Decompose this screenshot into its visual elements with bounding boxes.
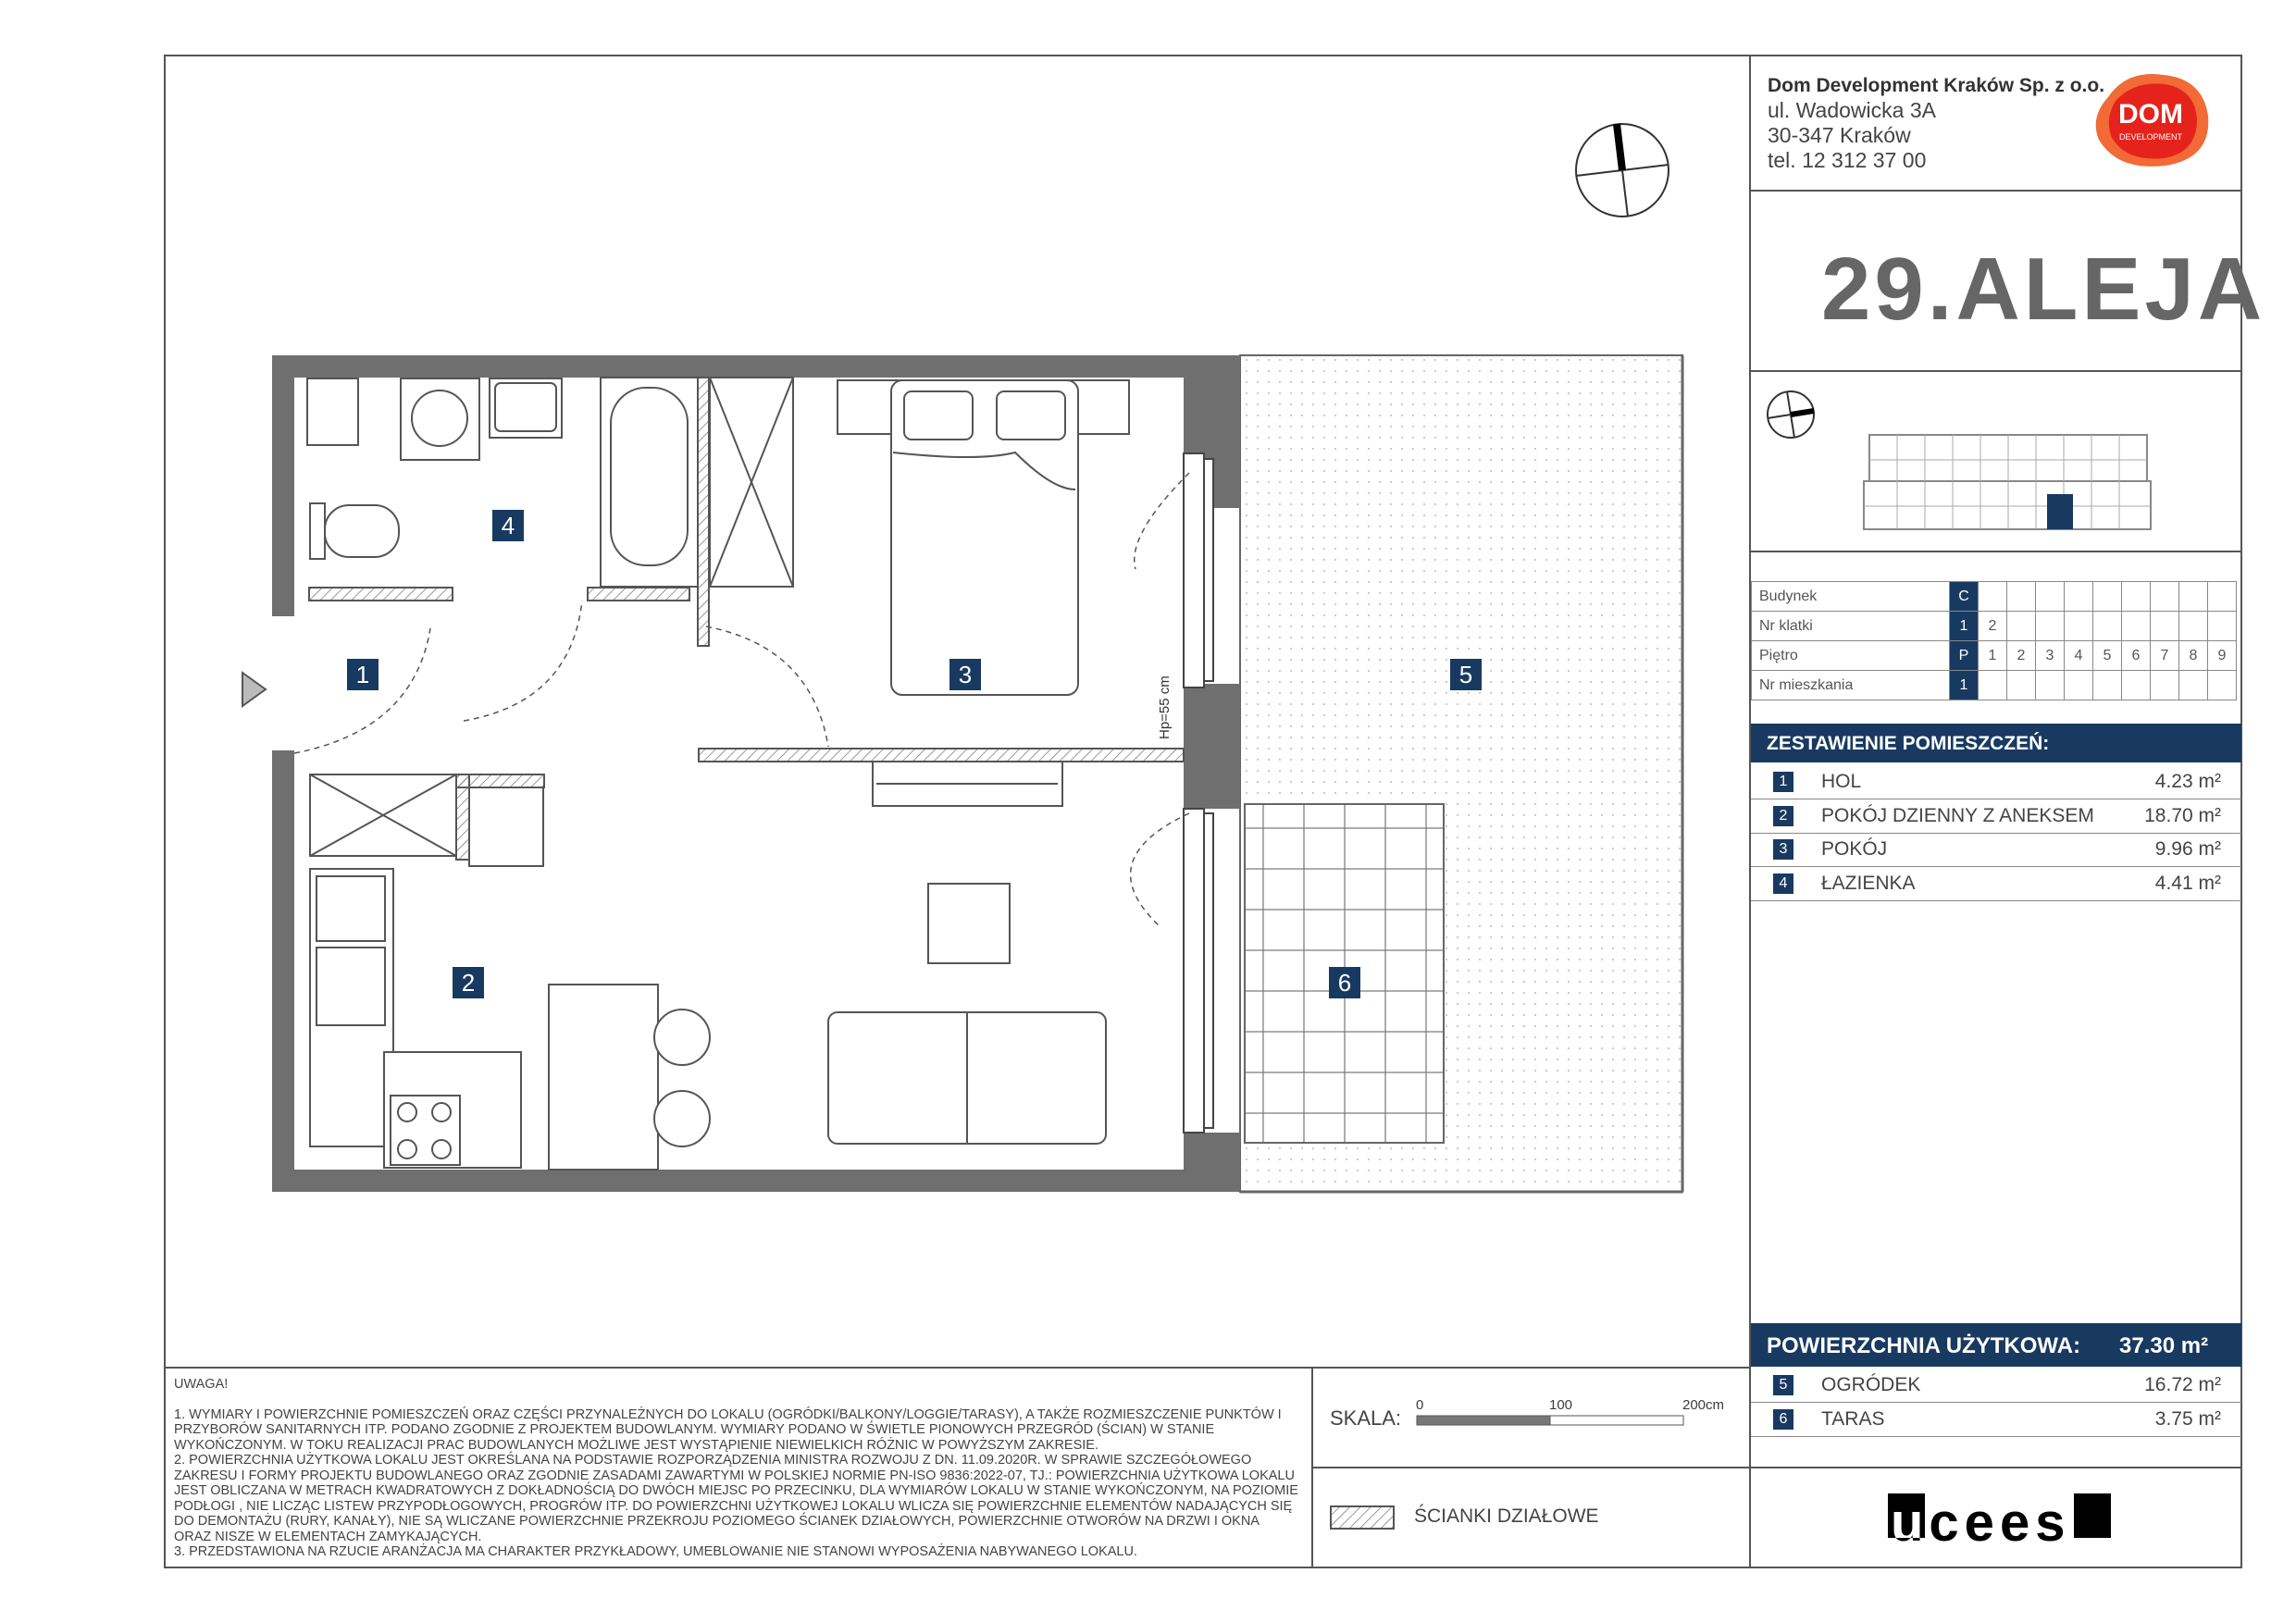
plan-label-bathroom: 4 — [492, 510, 524, 541]
building-info-empty-cell — [2179, 612, 2208, 641]
building-info-row — [1752, 612, 2237, 641]
logo-text-development: DEVELOPMENT — [2118, 132, 2183, 142]
building-info-empty-cell — [2151, 671, 2179, 700]
notes-text-3: 3. PRZEDSTAWIONA NA RZUCIE ARANŻACJA MA CHARAKTER PRZYKŁADOWY, UMEBLOWANIE NIE STANOWI WYPOSAŻENIA NABYWANEGO LOKALU. — [174, 1544, 1137, 1559]
usable-area-value: 37.30 m² — [2119, 1333, 2209, 1358]
building-info-cell: 2 — [1979, 612, 2007, 641]
extras-num: 5 — [1773, 1375, 1793, 1395]
building-info-label: Nr klatki — [1752, 612, 1950, 641]
ucees-logo — [1888, 1492, 2071, 1554]
rooms-header — [1751, 724, 2241, 762]
dom-development-logo — [2090, 69, 2212, 169]
extras-num: 6 — [1773, 1409, 1793, 1430]
building-info-cell: P — [1950, 641, 1979, 671]
building-info-cell: 1 — [1950, 612, 1979, 641]
window-height-label: Hp=55 cm — [1157, 675, 1173, 739]
rooms-area: 4.23 m² — [2154, 771, 2221, 792]
rooms-num: 3 — [1773, 839, 1793, 860]
usable-area-label: POWIERZCHNIA UŻYTKOWA: — [1767, 1333, 2081, 1358]
sidebar-line-4 — [1749, 1467, 2242, 1468]
building-info-cell: 1 — [1979, 641, 2007, 671]
rooms-title: ZESTAWIENIE POMIESZCZEŃ: — [1767, 733, 2050, 754]
building-info-row — [1752, 582, 2237, 612]
north-compass-icon — [1576, 124, 1669, 217]
building-info-empty-cell — [1979, 582, 2007, 612]
rooms-row — [1751, 765, 2241, 799]
plan-label-bedroom: 3 — [949, 659, 981, 690]
floor-plan — [164, 55, 1749, 1367]
extras-area: 3.75 m² — [2154, 1407, 2221, 1430]
building-info-cell: 5 — [2093, 641, 2122, 671]
building-info-empty-cell — [1979, 671, 2007, 700]
building-info-label: Piętro — [1752, 641, 1950, 671]
project-name: 29.ALEJA — [1821, 240, 2266, 339]
rooms-area: 4.41 m² — [2154, 872, 2221, 894]
entrance-arrow-icon — [242, 673, 266, 706]
sidebar-line-1 — [1749, 190, 2242, 192]
building-info-empty-cell — [2093, 612, 2122, 641]
rooms-area: 18.70 m² — [2144, 804, 2221, 826]
plan-label-living: 2 — [453, 967, 484, 998]
extras-name: TARAS — [1821, 1407, 1885, 1430]
ucees-logo-s-box — [2074, 1493, 2111, 1538]
sidebar-line-2 — [1749, 370, 2242, 372]
extras-name: OGRÓDEK — [1821, 1374, 1921, 1395]
building-info-empty-cell — [2208, 612, 2237, 641]
building-info-empty-cell — [2122, 671, 2151, 700]
usable-area-band — [1751, 1323, 2241, 1367]
building-info-empty-cell — [2065, 582, 2093, 612]
kitchen-living-furniture — [310, 774, 1106, 1170]
building-info-label: Nr mieszkania — [1752, 671, 1950, 700]
building-info-label: Budynek — [1752, 582, 1950, 612]
building-info-empty-cell — [2208, 671, 2237, 700]
building-info-empty-cell — [2065, 612, 2093, 641]
building-info-cell: 1 — [1950, 671, 1979, 700]
key-plan-highlight — [2047, 494, 2073, 529]
building-info-cell: 9 — [2208, 641, 2237, 671]
building-info-empty-cell — [2007, 671, 2036, 700]
rooms-row — [1751, 867, 2241, 901]
building-info-empty-cell — [2093, 671, 2122, 700]
building-info-empty-cell — [2122, 582, 2151, 612]
rooms-name: ŁAZIENKA — [1821, 872, 1916, 894]
notes-divider — [164, 1367, 1749, 1369]
rooms-name: POKÓJ — [1821, 838, 1888, 860]
logo-text-dom: DOM — [2118, 99, 2183, 130]
scale-legend-divider — [1311, 1467, 1749, 1468]
building-info-cell: C — [1950, 582, 1979, 612]
building-info-cell: 4 — [2065, 641, 2093, 671]
building-info-empty-cell — [2208, 582, 2237, 612]
building-info-row — [1752, 641, 2237, 671]
building-info-cell: 2 — [2007, 641, 2036, 671]
building-info-cell: 8 — [2179, 641, 2208, 671]
scale-tick-0: 0 — [1416, 1397, 1424, 1413]
rooms-name: POKÓJ DZIENNY Z ANEKSEM — [1821, 804, 2094, 826]
building-info-cell: 7 — [2151, 641, 2179, 671]
rooms-name: HOL — [1821, 771, 1862, 792]
plan-label-terrace: 6 — [1329, 967, 1360, 998]
building-info-empty-cell — [2065, 671, 2093, 700]
building-info-cell: 6 — [2122, 641, 2151, 671]
building-info-empty-cell — [2093, 582, 2122, 612]
plan-label-hall: 1 — [347, 659, 379, 690]
rooms-area: 9.96 m² — [2154, 838, 2221, 860]
building-info-empty-cell — [2151, 582, 2179, 612]
company-info — [1768, 72, 2104, 173]
building-info-empty-cell — [2007, 582, 2036, 612]
building-info-cell: 3 — [2036, 641, 2065, 671]
notes-text-1: 1. WYMIARY I POWIERZCHNIE POMIESZCZEŃ ORAZ CZĘŚCI PRZYNALEŻNYCH DO LOKALU (OGRÓDKI/BALKONY/LOGGIE/TARASY), A TAKŻE ROZMIESZCZENIE PUNKTÓW I PRZYBORÓW SANITARNYCH ITP. PODANO ZGODNIE Z PROJEKTEM BUDOWLANYM. WYMIARY PODANO W ŚWIETLE PIONOWYCH PRZEGRÓD (ŚCIAN) W STANIE WYKOŃCZONYM. W TOKU REALIZACJI PRAC BUDOWLANYCH MOŻLIWE JEST WYSTĄPIENIE NIEWIELKICH RÓŻNIC W POWYŻSZYM ZAKRESIE. — [174, 1406, 1282, 1453]
building-info-empty-cell — [2036, 671, 2065, 700]
plan-label-garden: 5 — [1450, 659, 1482, 690]
building-info-table — [1751, 581, 2237, 700]
notes — [174, 1377, 1298, 1560]
building-info-empty-cell — [2179, 671, 2208, 700]
notes-title: UWAGA! — [174, 1377, 229, 1392]
rooms-row — [1751, 799, 2241, 834]
extras-row — [1751, 1369, 2241, 1403]
rooms-num: 2 — [1773, 806, 1793, 826]
extras-area: 16.72 m² — [2144, 1374, 2221, 1395]
sidebar-line-3 — [1749, 551, 2242, 552]
extras-row — [1751, 1403, 2241, 1437]
bedroom-furniture — [838, 380, 1129, 806]
building-info-empty-cell — [2036, 582, 2065, 612]
company-phone: tel. 12 312 37 00 — [1768, 148, 1927, 172]
building-info-empty-cell — [2151, 612, 2179, 641]
building-key-plan — [1860, 427, 2156, 548]
rooms-num: 1 — [1773, 772, 1793, 792]
scale-tick-100: 100 — [1549, 1397, 1573, 1413]
bathroom-fixtures — [307, 378, 793, 587]
company-city: 30-347 Kraków — [1768, 123, 1911, 147]
building-info-row — [1752, 671, 2237, 700]
building-info-empty-cell — [2036, 612, 2065, 641]
building-info-empty-cell — [2179, 582, 2208, 612]
rooms-row — [1751, 833, 2241, 867]
building-info-empty-cell — [2007, 612, 2036, 641]
key-plan-compass-icon — [1763, 387, 1818, 442]
partition-hall — [309, 588, 453, 601]
rooms-num: 4 — [1773, 873, 1793, 894]
ucees-logo-text: ucees — [1891, 1493, 2071, 1553]
partition-legend-label: ŚCIANKI DZIAŁOWE — [1414, 1505, 1599, 1527]
partition-legend-swatch — [1330, 1505, 1395, 1530]
notes-text-2: 2. POWIERZCHNIA UŻYTKOWA LOKALU JEST OKREŚLANA NA PODSTAWIE ROZPORZĄDZENIA MINISTRA ROZWOJU Z DN. 11.09.2020R. W SPRAWIE SZCZEGÓŁOWEGO ZAKRESU I FORMY PROJEKTU BUDOWLANEGO ORAZ ZGODNIE ZASADAMI ZAWARTYMI W POLSKIEJ NORMIE PN-ISO 9836:2022-07, TJ.: POWIERZCHNIA UŻYTKOWA LOKALU JEST OBLICZANA W METRACH KWADRATOWYCH Z DOKŁADNOŚCIĄ DO DWÓCH MIEJSC PO PRZECINKU, DLA WYMIARÓW LOKALU W STANIE WYKOŃCZONYM, NA POZIOMIE PODŁOGI , NIE LICZĄC LISTEW PRZYPODŁOGOWYCH, PROGRÓW ITP. DO POWIERZCHNI UŻYTKOWEJ LOKALU WLICZA SIĘ POWIERZCHNIE ELEMENTÓW NADAJĄCYCH SIĘ DO DEMONTAŻU (RURY, KANAŁY), NIE SĄ WLICZANE POWIERZCHNIE PRZEKROJU POZIOMEGO ŚCIANEK DZIAŁOWYCH, POWIERZCHNIE OTWORÓW NA DRZWI I OKNA ORAZ NISZE W ELEMENTACH ZAMYKAJĄCYCH. — [174, 1453, 1298, 1544]
scale-label: SKALA: — [1330, 1406, 1402, 1430]
company-street: ul. Wadowicka 3A — [1768, 98, 1936, 122]
scale-tick-200: 200cm — [1682, 1397, 1725, 1413]
company-name: Dom Development Kraków Sp. z o.o. — [1768, 75, 2105, 96]
building-info-empty-cell — [2122, 612, 2151, 641]
